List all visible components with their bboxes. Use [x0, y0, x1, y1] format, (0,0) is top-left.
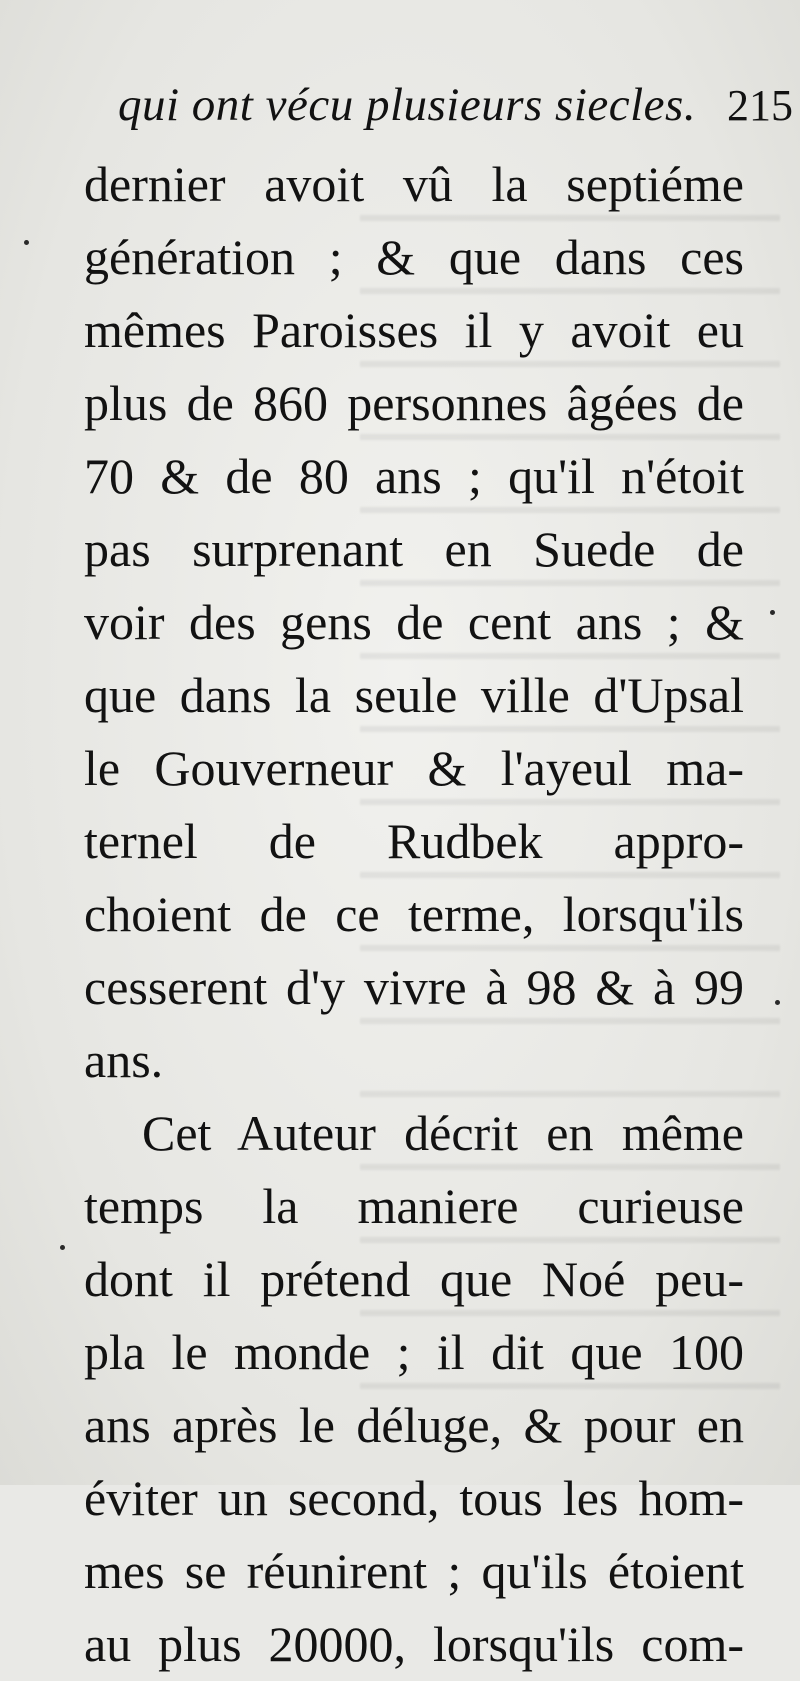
text-line: pas surprenant en Suede de	[84, 521, 744, 577]
text-line: éviter un second, tous les hom-	[84, 1470, 744, 1526]
text-line: 70 & de 80 ans ; qu'il n'étoit	[84, 448, 744, 504]
body-text	[84, 148, 744, 1681]
ink-speck	[770, 610, 775, 615]
text-line: choient de ce terme, lorsqu'ils	[84, 886, 744, 942]
text-line: dont il prétend que Noé peu-	[84, 1251, 744, 1307]
text-line: cesserent d'y vivre à 98 & à 99	[84, 959, 744, 1015]
paragraph-first-line: Cet Auteur décrit en même	[142, 1105, 744, 1161]
running-title: qui ont vécu plusieurs siecles.	[118, 79, 697, 131]
text-line: le Gouverneur & l'ayeul ma-	[84, 740, 744, 796]
text-line: ans.	[84, 1032, 164, 1088]
text-line: ans après le déluge, & pour en	[84, 1397, 744, 1453]
text-line: ternel de Rudbek appro-	[84, 813, 744, 869]
text-line: mes se réunirent ; qu'ils étoient	[84, 1543, 744, 1599]
page-number: 215	[727, 81, 793, 130]
text-line: mêmes Paroisses il y avoit eu	[84, 302, 744, 358]
text-line: que dans la seule ville d'Upsal	[84, 667, 744, 723]
ink-speck	[775, 1000, 780, 1005]
text-line: voir des gens de cent ans ; &	[84, 594, 744, 650]
ink-speck	[24, 240, 29, 245]
text-line: plus de 860 personnes âgées de	[84, 375, 744, 431]
text-line: génération ; & que dans ces	[84, 229, 744, 285]
text-line: au plus 20000, lorsqu'ils com-	[84, 1616, 744, 1672]
text-line: dernier avoit vû la septiéme	[84, 156, 744, 212]
ink-speck	[60, 1245, 65, 1250]
page-header	[118, 78, 793, 142]
text-line: pla le monde ; il dit que 100	[84, 1324, 744, 1380]
text-line: temps la maniere curieuse	[84, 1178, 744, 1234]
